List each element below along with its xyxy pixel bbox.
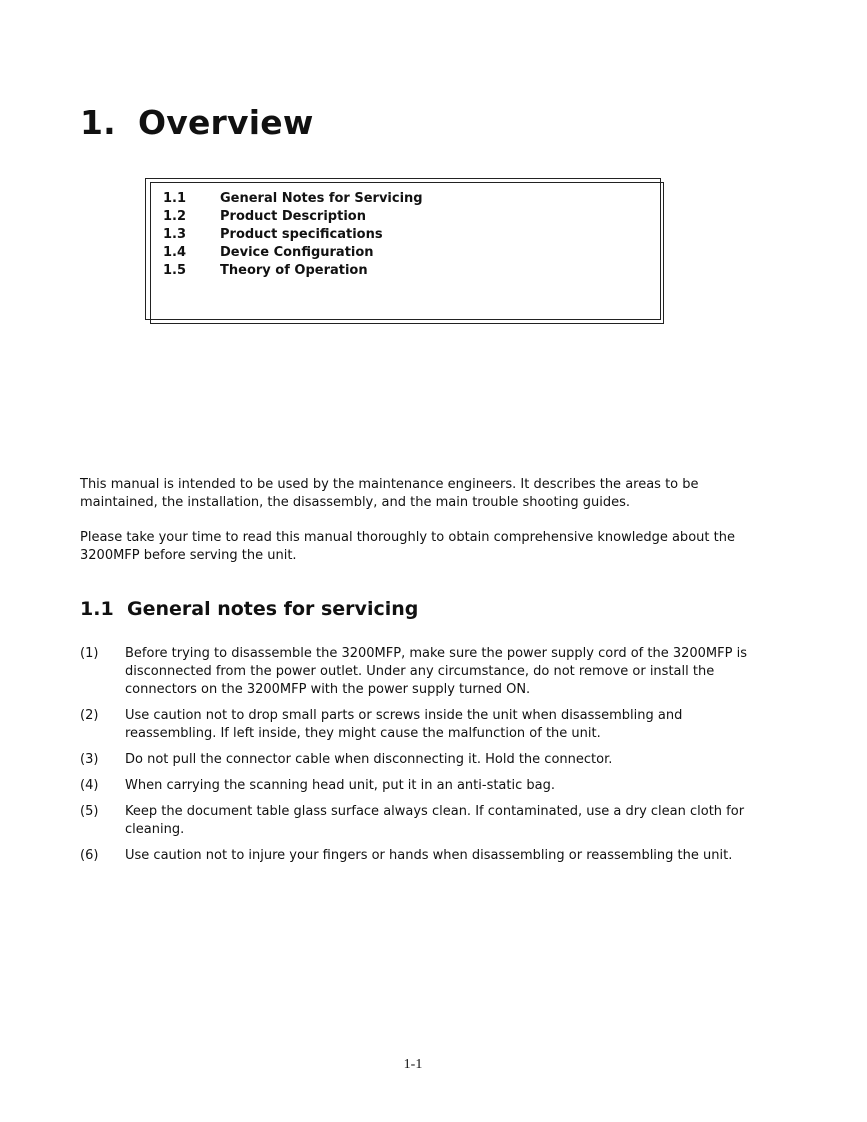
list-item: [80, 777, 760, 795]
toc-item-number: 1.4: [163, 245, 187, 260]
toc-item-number: 1.3: [163, 227, 187, 242]
toc-item: [163, 208, 423, 226]
toc-item-label: General Notes for Servicing: [220, 191, 423, 206]
list-item-text: Do not pull the connector cable when disconnecting it. Hold the connector.: [125, 752, 613, 767]
toc-item-label: Device Configuration: [220, 245, 374, 260]
toc-item: [163, 226, 423, 244]
list-item: [80, 707, 760, 743]
list-item-text: Use caution not to injure your fingers or hands when disassembling or reassembling the unit.: [125, 848, 733, 863]
section-number: 1.1: [80, 598, 114, 620]
list-item-text: Use caution not to drop small parts or screws inside the unit when disassembling and reassembling. If left inside, they might cause the malfunction of the unit.: [125, 708, 683, 741]
list-item: [80, 847, 760, 865]
list-marker: (5): [80, 804, 99, 819]
list-item-text: Before trying to disassemble the 3200MFP, make sure the power supply cord of the 3200MFP is disconnected from the power outlet. Under any circumstance, do not remove or install the connectors on the 3200MFP with the power supply turned ON.: [125, 646, 747, 697]
chapter-title: [80, 101, 314, 145]
section-title-text: General notes for servicing: [127, 598, 419, 620]
page-number: 1-1: [403, 1057, 423, 1072]
list-item: [80, 751, 760, 769]
section-title: [80, 596, 418, 622]
list-marker: (2): [80, 708, 99, 723]
toc-item-number: 1.1: [163, 191, 187, 206]
list-item: [80, 803, 760, 839]
toc-item-label: Product Description: [220, 209, 366, 224]
toc-item-label: Theory of Operation: [220, 263, 368, 278]
chapter-number: 1.: [80, 103, 116, 142]
list-marker: (4): [80, 778, 99, 793]
intro-paragraph-2: Please take your time to read this manual thoroughly to obtain comprehensive knowledge about the 3200MFP before serving the unit.: [80, 530, 735, 563]
toc-item: [163, 262, 423, 280]
toc-item-number: 1.2: [163, 209, 187, 224]
list-marker: (3): [80, 752, 99, 767]
list-item: [80, 645, 760, 699]
list-item-text: Keep the document table glass surface always clean. If contaminated, use a dry clean cloth for cleaning.: [125, 804, 745, 837]
intro-paragraph-1: This manual is intended to be used by the maintenance engineers. It describes the areas to be maintained, the installation, the disassembly, and the main trouble shooting guides.: [80, 477, 699, 510]
table-of-contents: [163, 190, 423, 280]
list-item-text: When carrying the scanning head unit, put it in an anti-static bag.: [125, 778, 555, 793]
chapter-title-text: Overview: [138, 103, 314, 142]
servicing-notes-list: [80, 645, 760, 873]
toc-item: [163, 190, 423, 208]
list-marker: (6): [80, 848, 99, 863]
toc-item: [163, 244, 423, 262]
list-marker: (1): [80, 646, 99, 661]
toc-item-label: Product specifications: [220, 227, 383, 242]
toc-item-number: 1.5: [163, 263, 187, 278]
